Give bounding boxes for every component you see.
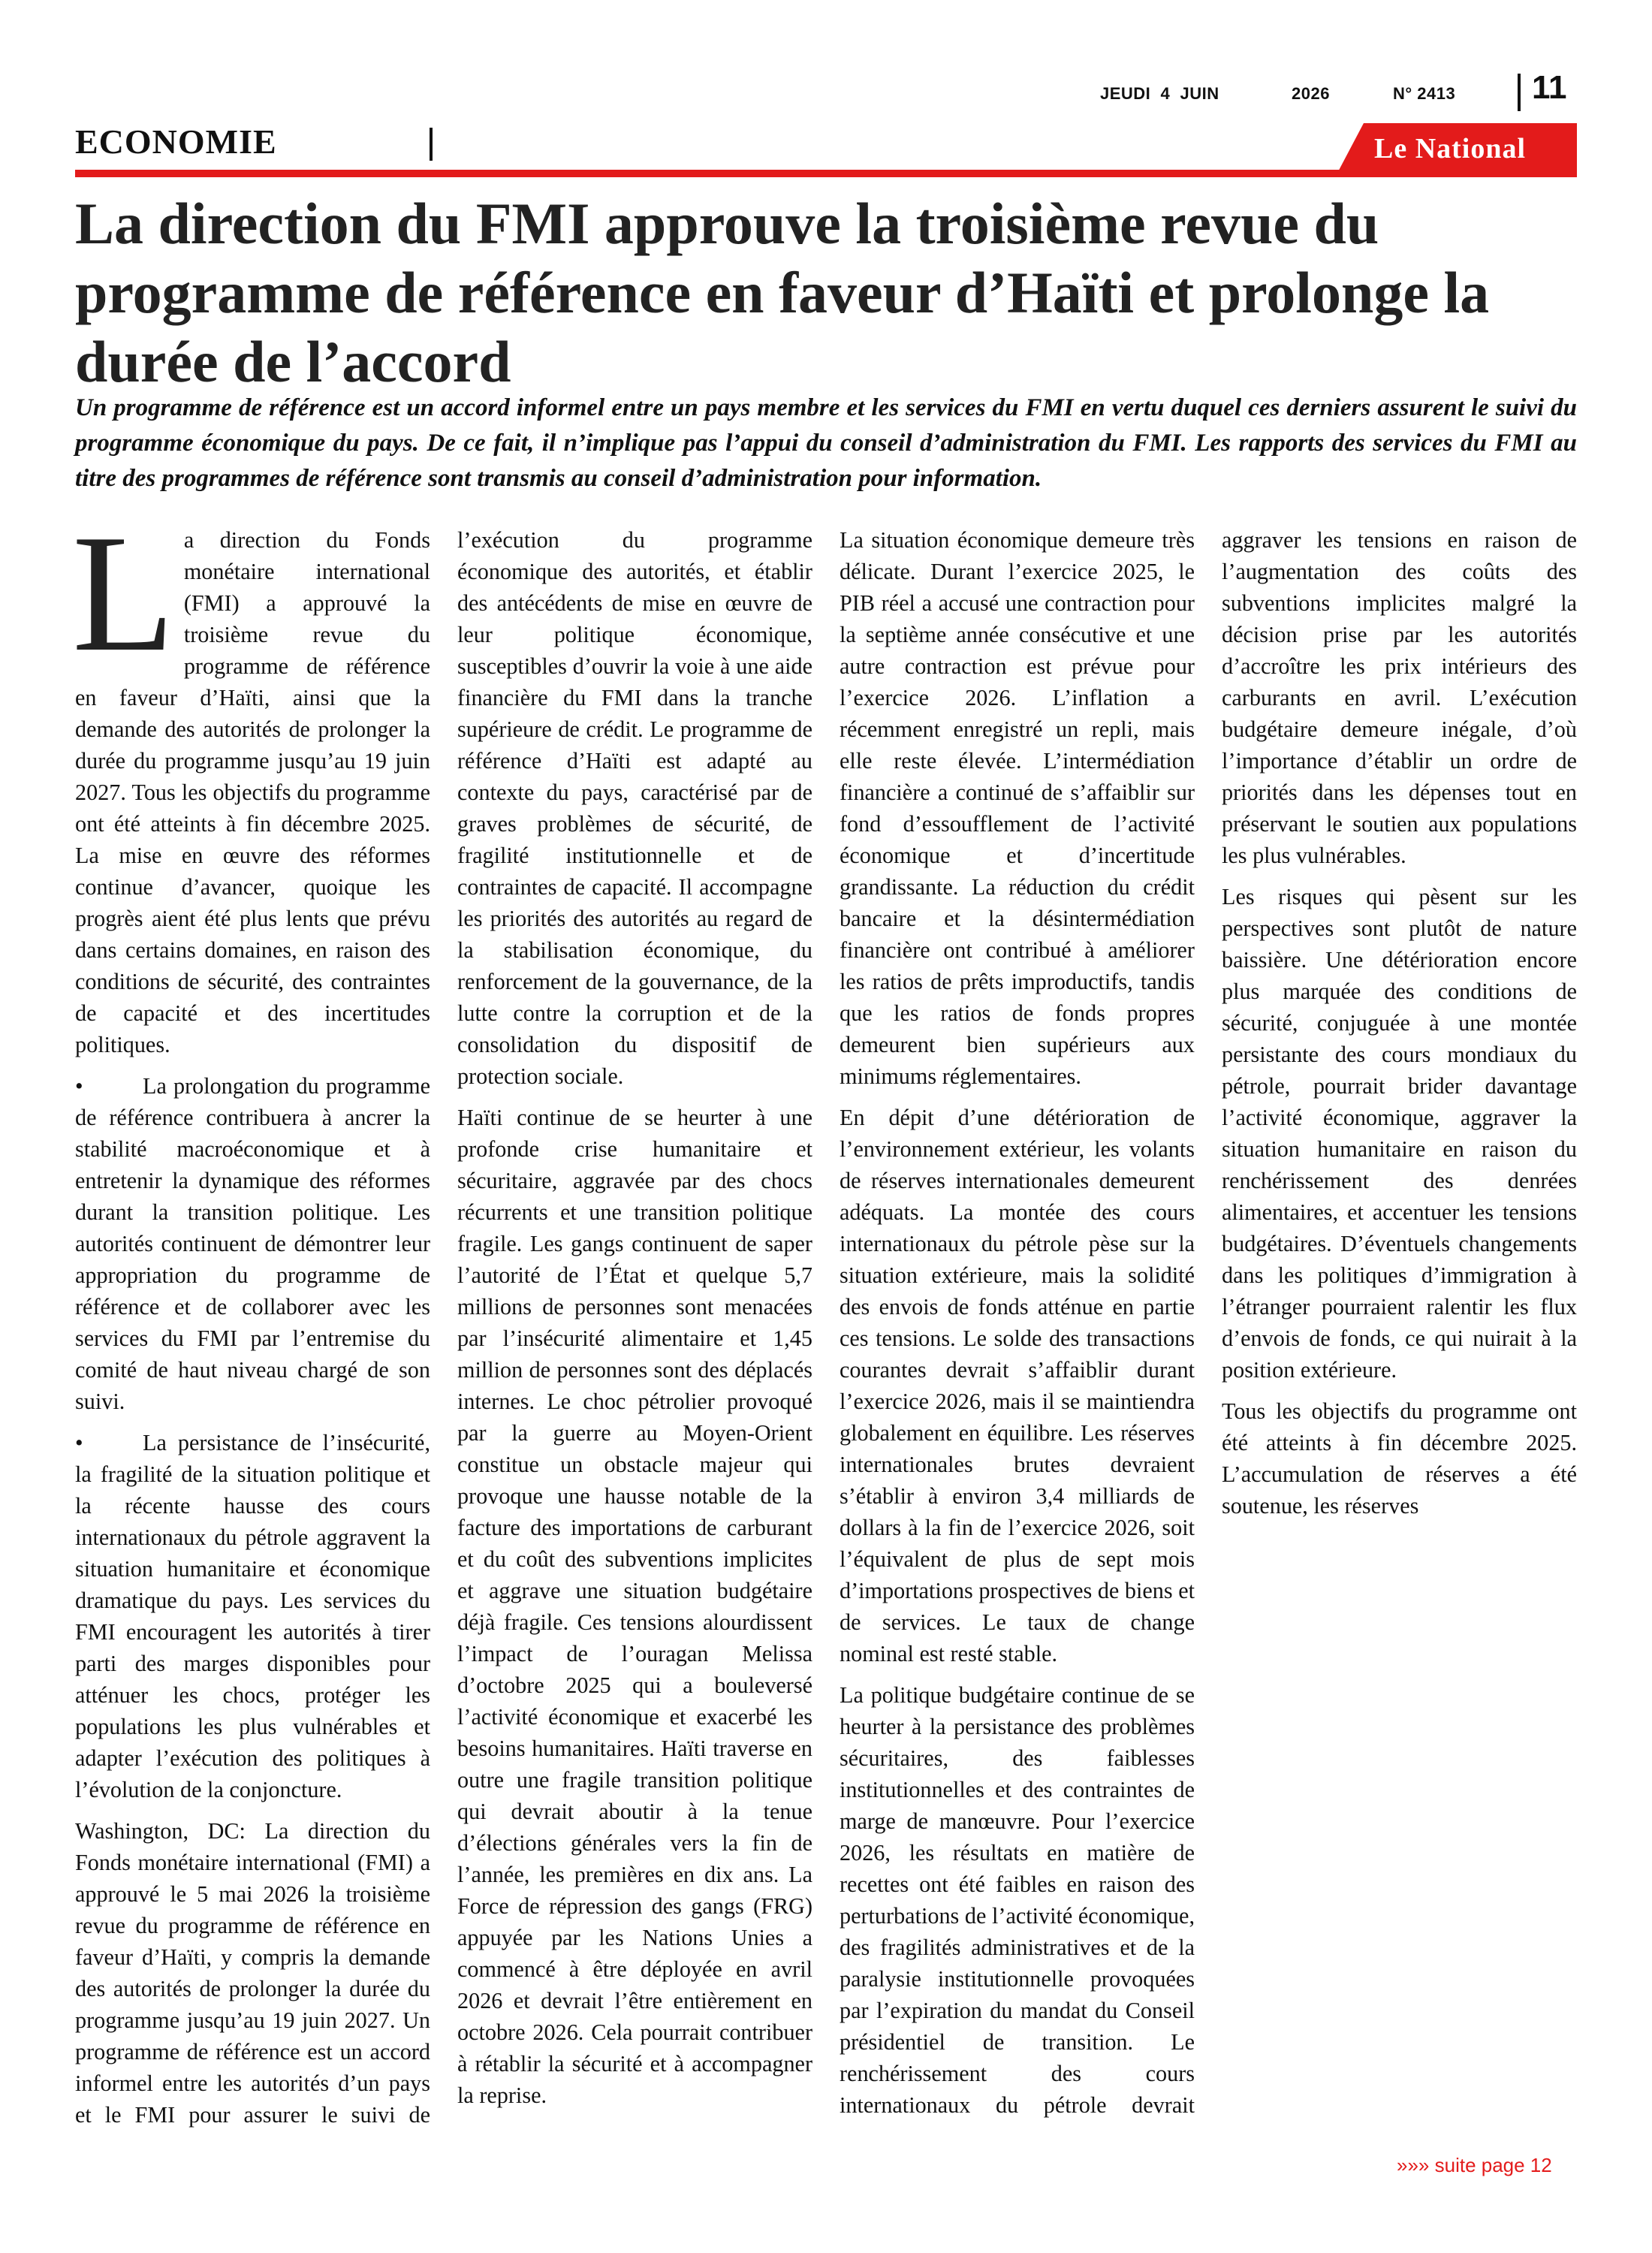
bullet-item-text: La persistance de l’insécurité, la fragilité de la situation politique et la récente hausse des cours internationaux du pétrole aggravent la situation humanitaire et économique dramatique du pays. Les services du FMI encouragent les autorités à tirer parti des marges disponibles pour atténuer les chocs, protéger les populations les plus vulnérables et adapter l’exécution des politiques à l’évolution de la conjoncture. bbox=[75, 1430, 430, 1802]
page-number-divider bbox=[1518, 74, 1521, 111]
paragraph-external: En dépit d’une détérioration de l’environnement extérieur, les volants de réserves internationales demeurent adéquats. La montée des cours internationaux du pétrole pèse sur la situation extérieure, mais la solidité des envois de fonds atténue en partie ces tensions. Le solde des transactions courantes devrait s’affaiblir durant l’exercice 2026, mais il se maintiendra globalement en équilibre. Les réserves internationales brutes devraient s’établir à environ 3,4 milliards de dollars à la fin de l’exercice 2026, soit l’équivalent de plus de sept mois d’importations prospectives de biens et de services. Le taux de change nominal est resté stable. bbox=[840, 1105, 1195, 1666]
dateline-year: 2026 bbox=[1292, 84, 1330, 103]
article-headline: La direction du FMI approuve la troisième revue du programme de référence en faveur d’Haïti et prolonge la durée de l’accord bbox=[75, 191, 1490, 394]
continued-link[interactable]: »»» suite page 12 bbox=[1397, 2154, 1552, 2176]
paragraph-crisis: Haïti continue de se heurter à une profonde crise humanitaire et sécuritaire, aggravée par des chocs récurrents et une transition politique fragile. Les gangs continuent de saper l’autorité de l’État et quelque 5,7 millions de personnes sont menacées par l’insécurité alimentaire et 1,45 million de personnes sont des déplacés internes. Le choc pétrolier provoqué par la guerre au Moyen-Orient constitue un obstacle majeur qui provoque une hausse notable de la facture des importations de carburant et du coût des subventions implicites et aggrave une situation budgétaire déjà fragile. Ces tensions alourdissent l’impact de l’ouragan Melissa d’octobre 2025 qui a bouleversé l’activité économique et exacerbé les besoins humanitaires. Haïti traverse en outre une fragile transition politique qui devrait aboutir à la tenue d’élections générales vers la fin de l’année, les premières en dix ans. La Force de répression des gangs (FRG) appuyée par les Nations Unies a commencé à être déployée en avril 2026 et devrait l’être entièrement en octobre 2026. Cela pourrait contribuer à rétablir la sécurité et à accompagner la reprise. bbox=[457, 1105, 812, 2108]
paragraph-washington: Washington, DC: La direction du Fonds monétaire international (FMI) a approuvé le 5 mai 2026 la troisième revue du programme de référence en faveur d’Haïti, y compris la demande des autorités de prolonger la durée du programme jusqu’au 19 juin 2027. Un programme de référence est un accord informel entre les autorités d’un pays et le FMI pour assurer le suivi de l’exécution du programme économique des autorités, et établir des antécédents de mise en œuvre de leur politique économique, susceptibles d’ouvrir la voie à une aide financière du FMI dans la tranche supérieure de crédit. Le programme de référence d’Haïti est adapté au contexte du pays, caractérisé par de graves problèmes de sécurité, de fragilité institutionnelle et de contraintes de capacité. Il accompagne les priorités des autorités au regard de la stabilisation économique, du renforcement de la gouvernance, de la lutte contre la corruption et de la consolidation du dispositif de protection sociale. bbox=[75, 527, 812, 2128]
paragraph-intro bbox=[72, 500, 430, 1060]
paragraph-budget: La politique budgétaire continue de se heurter à la persistance des problèmes sécuritaires, des faiblesses institutionnelles et des contraintes de marge de manœuvre. Pour l’exercice 2026, les résultats en matière de recettes ont été faibles en raison des perturbations de l’activité économique, des fragilités administratives et de la paralysie institutionnelle provoquées par l’expiration du mandat du Conseil présidentiel de transition. Le renchérissement des cours internationaux du pétrole devrait aggraver les tensions en raison de l’augmentation des coûts des subventions implicites malgré la décision prise par les autorités d’accroître les prix intérieurs des carburants en avril. L’exécution budgétaire demeure inégale, d’où l’importance d’établir un ordre de priorités dans les dépenses tout en préservant le soutien aux populations les plus vulnérables. bbox=[840, 527, 1577, 2118]
bullet-item-insecurity bbox=[75, 1427, 430, 1805]
bullet-icon: • bbox=[75, 1430, 83, 1455]
dateline-day bbox=[1100, 84, 1219, 104]
section-title: ECONOMIE bbox=[75, 122, 277, 161]
paragraph-intro-text: a direction du Fonds monétaire international (FMI) a approuvé la troisième revue du programme de référence en faveur d’Haïti, ainsi que la demande des autorités de prolonger la durée du programme jusqu’au 19 juin 2027. Tous les objectifs du programme ont été atteints à fin décembre 2025. La mise en œuvre des réformes continue d’avancer, quoique les progrès aient été plus lents que prévu dans certains domaines, en raison des conditions de sécurité, des contraintes de capacité et des incertitudes politiques. bbox=[75, 527, 430, 1057]
paragraph-risks: Les risques qui pèsent sur les perspectives sont plutôt de nature baissière. Une détérioration encore plus marquée des conditions de sécurité, conjuguée à une montée persistante des cours mondiaux du pétrole, pourrait brider davantage l’activité économique, aggraver la situation humanitaire en raison du renchérissement des denrées alimentaires, et accentuer les tensions budgétaires. D’éventuels changements dans les politiques d’immigration à l’étranger pourraient ralentir les flux d’envois de fonds, ce qui nuirait à la position extérieure. bbox=[1222, 884, 1577, 1383]
dateline-month: JUIN bbox=[1180, 84, 1219, 103]
brand-name: Le National bbox=[1374, 133, 1527, 164]
bullet-icon: • bbox=[75, 1073, 83, 1099]
page-number: 11 bbox=[1532, 69, 1567, 106]
bullet-item-text: La prolongation du programme de référence contribuera à ancrer la stabilité macroéconomique et à entretenir la dynamique des réformes durant la transition politique. Les autorités continuent de démontrer leur appropriation du programme de référence et de collaborer avec les services du FMI par l’entremise du comité de haut niveau chargé de son suivi. bbox=[75, 1073, 430, 1414]
drop-cap: L bbox=[72, 500, 175, 686]
article-lede: Un programme de référence est un accord informel entre un pays membre et les services du FMI en vertu duquel ces derniers assurent le suivi du programme économique du pays. De ce fait, il n’implique pas l’appui du conseil d’administration du FMI. Les rapports des services du FMI au titre des programmes de référence sont transmis au conseil d’administration pour information. bbox=[75, 394, 1577, 492]
paragraph-economy: La situation économique demeure très délicate. Durant l’exercice 2025, le PIB réel a accusé une contraction pour la septième année consécutive et une autre contraction est prévue pour l’exercice 2026. L’inflation a récemment enregistré un repli, mais elle reste élevée. L’intermédiation financière a continué de s’affaiblir sur fond d’essoufflement de l’activité économique et d’incertitude grandissante. La réduction du crédit bancaire et la désintermédiation financière ont contribué à améliorer les ratios de prêts improductifs, tandis que les ratios de fonds propres demeurent bien supérieurs aux minimums réglementaires. bbox=[840, 527, 1195, 1089]
issue-number: N° 2413 bbox=[1393, 84, 1456, 103]
article-body bbox=[72, 500, 1577, 2139]
paragraph-objectives: Tous les objectifs du programme ont été atteints à fin décembre 2025. L’accumulation de réserves a été soutenue, les réserves bbox=[1222, 1398, 1577, 1519]
section-divider bbox=[430, 128, 433, 161]
dateline-weekday: JEUDI bbox=[1100, 84, 1151, 103]
dateline-date: 4 bbox=[1160, 84, 1171, 103]
bullet-item-extension bbox=[75, 1070, 430, 1417]
